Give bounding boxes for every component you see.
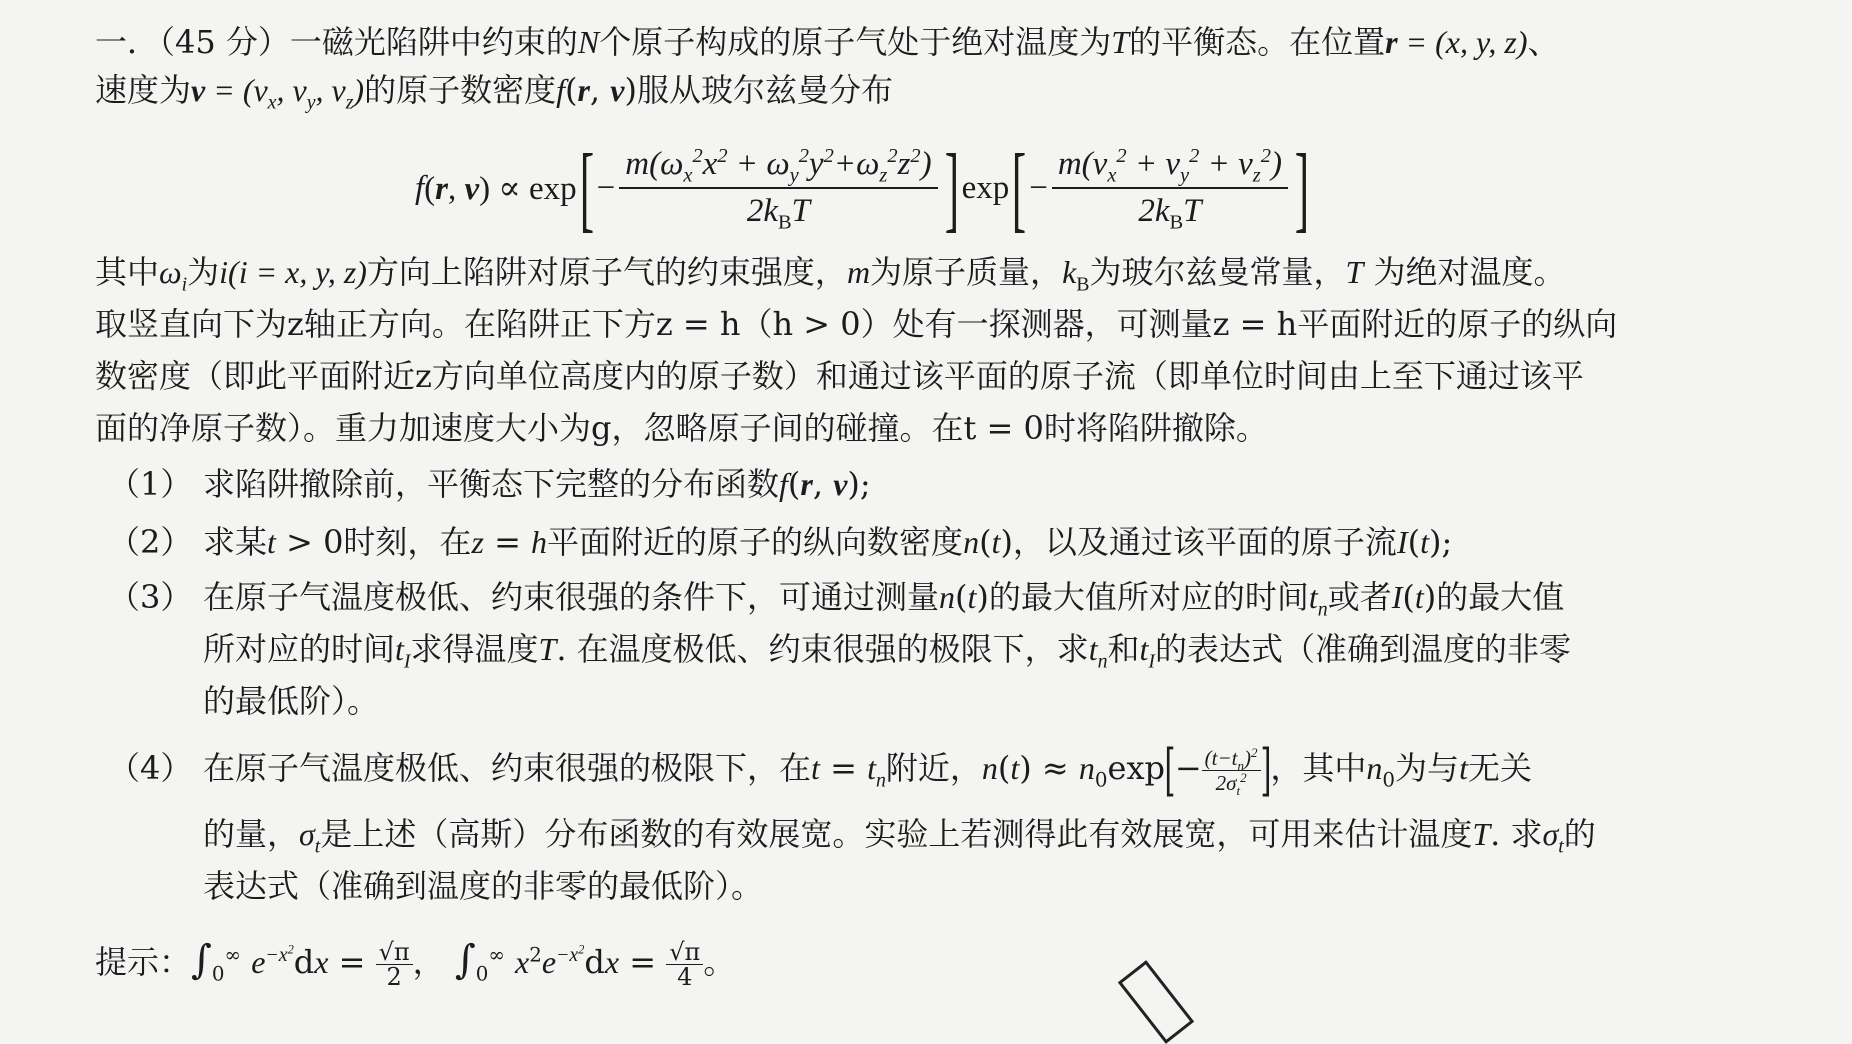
question-number-3: （3） xyxy=(108,578,193,616)
problem-line-1: 一．（45 分）一磁光陷阱中约束的N个原子构成的原子气处于绝对温度为T的平衡态。在位置r = (x, y, z)、 xyxy=(95,23,1560,61)
question-4-line-1: 在原子气温度极低、约束很强的极限下，在$t = t_n$附近，$n(t) \approx n_0\exp[-$ $\frac{(t-t_n)^2}{2\sigma_t^2}$]，其中$n_0$为与t无关 xyxy=(203,737,1532,803)
question-3-line-3: 的最低阶）。 xyxy=(203,682,380,720)
question-4-line-2: 的量，$\sigma_t$是上述（高斯）分布函数的有效展宽。实验上若测得此有效展宽，可用来估计温度T. 求$\sigma_t$的 xyxy=(203,815,1596,858)
problem-line-6: 面的净原子数）。重力加速度大小为g，忽略原子间的碰撞。在t = 0时将陷阱撤除。 xyxy=(95,409,1268,447)
hint-line: 提示：$\int_0^\infty$ $e^{-x^2}dx$ = $\frac{√\pi}{2}$， $\int_0^\infty$ $x^2e^{-x^2}dx$ = $\frac{√\pi}{4}$。 xyxy=(95,937,736,991)
pencil-mark-icon xyxy=(1118,960,1194,1044)
question-2: 求某t > 0时刻，在z = h平面附近的原子的纵向数密度n(t)，以及通过该平面的原子流I(t); xyxy=(203,523,1453,561)
question-1: 求陷阱撤除前，平衡态下完整的分布函数f(r, v); xyxy=(203,465,871,503)
problem-line-2: 速度为$v = (v_x$, $v_y$, $v_z$)的原子数密度f(r, v)服从玻尔兹曼分布 xyxy=(95,71,893,114)
question-number-4: （4） xyxy=(108,749,193,787)
question-number-1: （1） xyxy=(108,465,193,503)
question-number-2: （2） xyxy=(108,523,193,561)
problem-line-5: 数密度（即此平面附近z方向单位高度内的原子数）和通过该平面的原子流（即单位时间由上至下通过该平 xyxy=(95,357,1584,395)
hint-label: 提示： xyxy=(95,943,192,981)
problem-line-4: 取竖直向下为z轴正方向。在陷阱正下方z = h（h > 0）处有一探测器，可测量z = h平面附近的原子的纵向 xyxy=(95,305,1618,343)
question-3-line-2: 所对应的时间$t_I$求得温度T. 在温度极低、约束很强的极限下，求$t_n$和$t_I$的表达式（准确到温度的非零 xyxy=(203,630,1572,673)
problem-header: 一．（45 分）一磁光陷阱中约束的 xyxy=(95,23,578,61)
boltzmann-formula: f(r, v) ∝ exp[− $\frac{m(\omega_x^2x^2 + \omega_y^2y^2+\omega_z^2z^2)}{2k_BT}$ ]exp[− $\frac{m(v_x^2 + v_y^2 + v_z^2)}{2k_BT}$ ] xyxy=(415,134,1310,241)
question-4-line-3: 表达式（准确到温度的非零的最低阶）。 xyxy=(203,867,764,905)
question-3-line-1: 在原子气温度极低、约束很强的条件下，可通过测量n(t)的最大值所对应的时间$t_n$或者I(t)的最大值 xyxy=(203,578,1565,621)
problem-line-3: 其中$\omega_i$为i(i = x, y, z)方向上陷阱对原子气的约束强度，m为原子质量，$k_B$为玻尔兹曼常量，T 为绝对温度。 xyxy=(95,253,1566,296)
